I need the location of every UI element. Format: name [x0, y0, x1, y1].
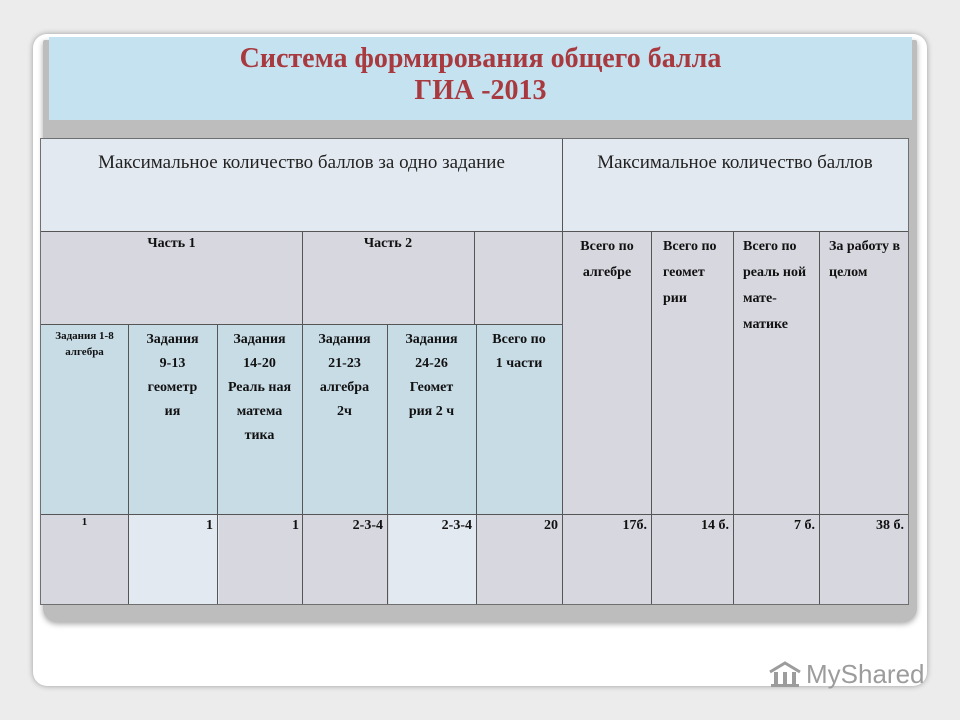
- value-cell: 20: [544, 518, 558, 533]
- total-real-math-header: Всего по реаль ной мате-матике: [743, 239, 807, 332]
- title-line-1: Система формирования общего балла: [239, 43, 722, 74]
- tasks-21-23-header: Задания 21-23 алгебра 2ч: [318, 332, 371, 419]
- part2-header: Часть 2: [363, 236, 413, 251]
- total-algebra-header: Всего по алгебре: [580, 239, 634, 280]
- total-work-header: За работу в целом: [829, 239, 901, 280]
- value-cell: 38 б.: [876, 518, 904, 533]
- score-table: [40, 138, 909, 605]
- grid-line: [41, 514, 908, 515]
- part1-header: Часть 1: [147, 236, 196, 251]
- value-cell: 7 б.: [794, 518, 815, 533]
- tasks-24-26-header: Задания 24-26 Геомет рия 2 ч: [405, 332, 458, 419]
- grid-line: [651, 231, 652, 604]
- value-cell: 1: [81, 516, 88, 528]
- value-cell: 2-3-4: [352, 518, 383, 533]
- grid-line: [474, 231, 475, 324]
- logo-icon: [768, 660, 802, 688]
- header-right: Максимальное количество баллов: [597, 152, 873, 173]
- myshared-logo: [768, 660, 925, 688]
- value-cell: 1: [292, 518, 299, 533]
- tasks-9-13-header: Задания 9-13 геометр ия: [146, 332, 199, 419]
- tasks-1-8-header: Задания 1-8 алгебра: [55, 330, 114, 358]
- tasks-14-20-header: Задания 14-20 Реаль ная матема тика: [227, 332, 292, 443]
- value-cell: 17б.: [622, 518, 647, 533]
- value-cell: 14 б.: [701, 518, 729, 533]
- title-line-2: ГИА -2013: [414, 75, 547, 106]
- value-cell: 1: [206, 518, 213, 533]
- logo-text: MyShared: [806, 658, 925, 689]
- header-left: Максимальное количество баллов за одно задание: [98, 152, 505, 173]
- total-geometry-header: Всего по геомет рии: [663, 239, 717, 306]
- grid-line: [733, 231, 734, 604]
- total-part1-header: Всего по 1 части: [492, 332, 546, 371]
- title-box: [49, 37, 912, 120]
- grid-line: [819, 231, 820, 604]
- value-cell: 2-3-4: [441, 518, 472, 533]
- grid-line: [562, 139, 563, 604]
